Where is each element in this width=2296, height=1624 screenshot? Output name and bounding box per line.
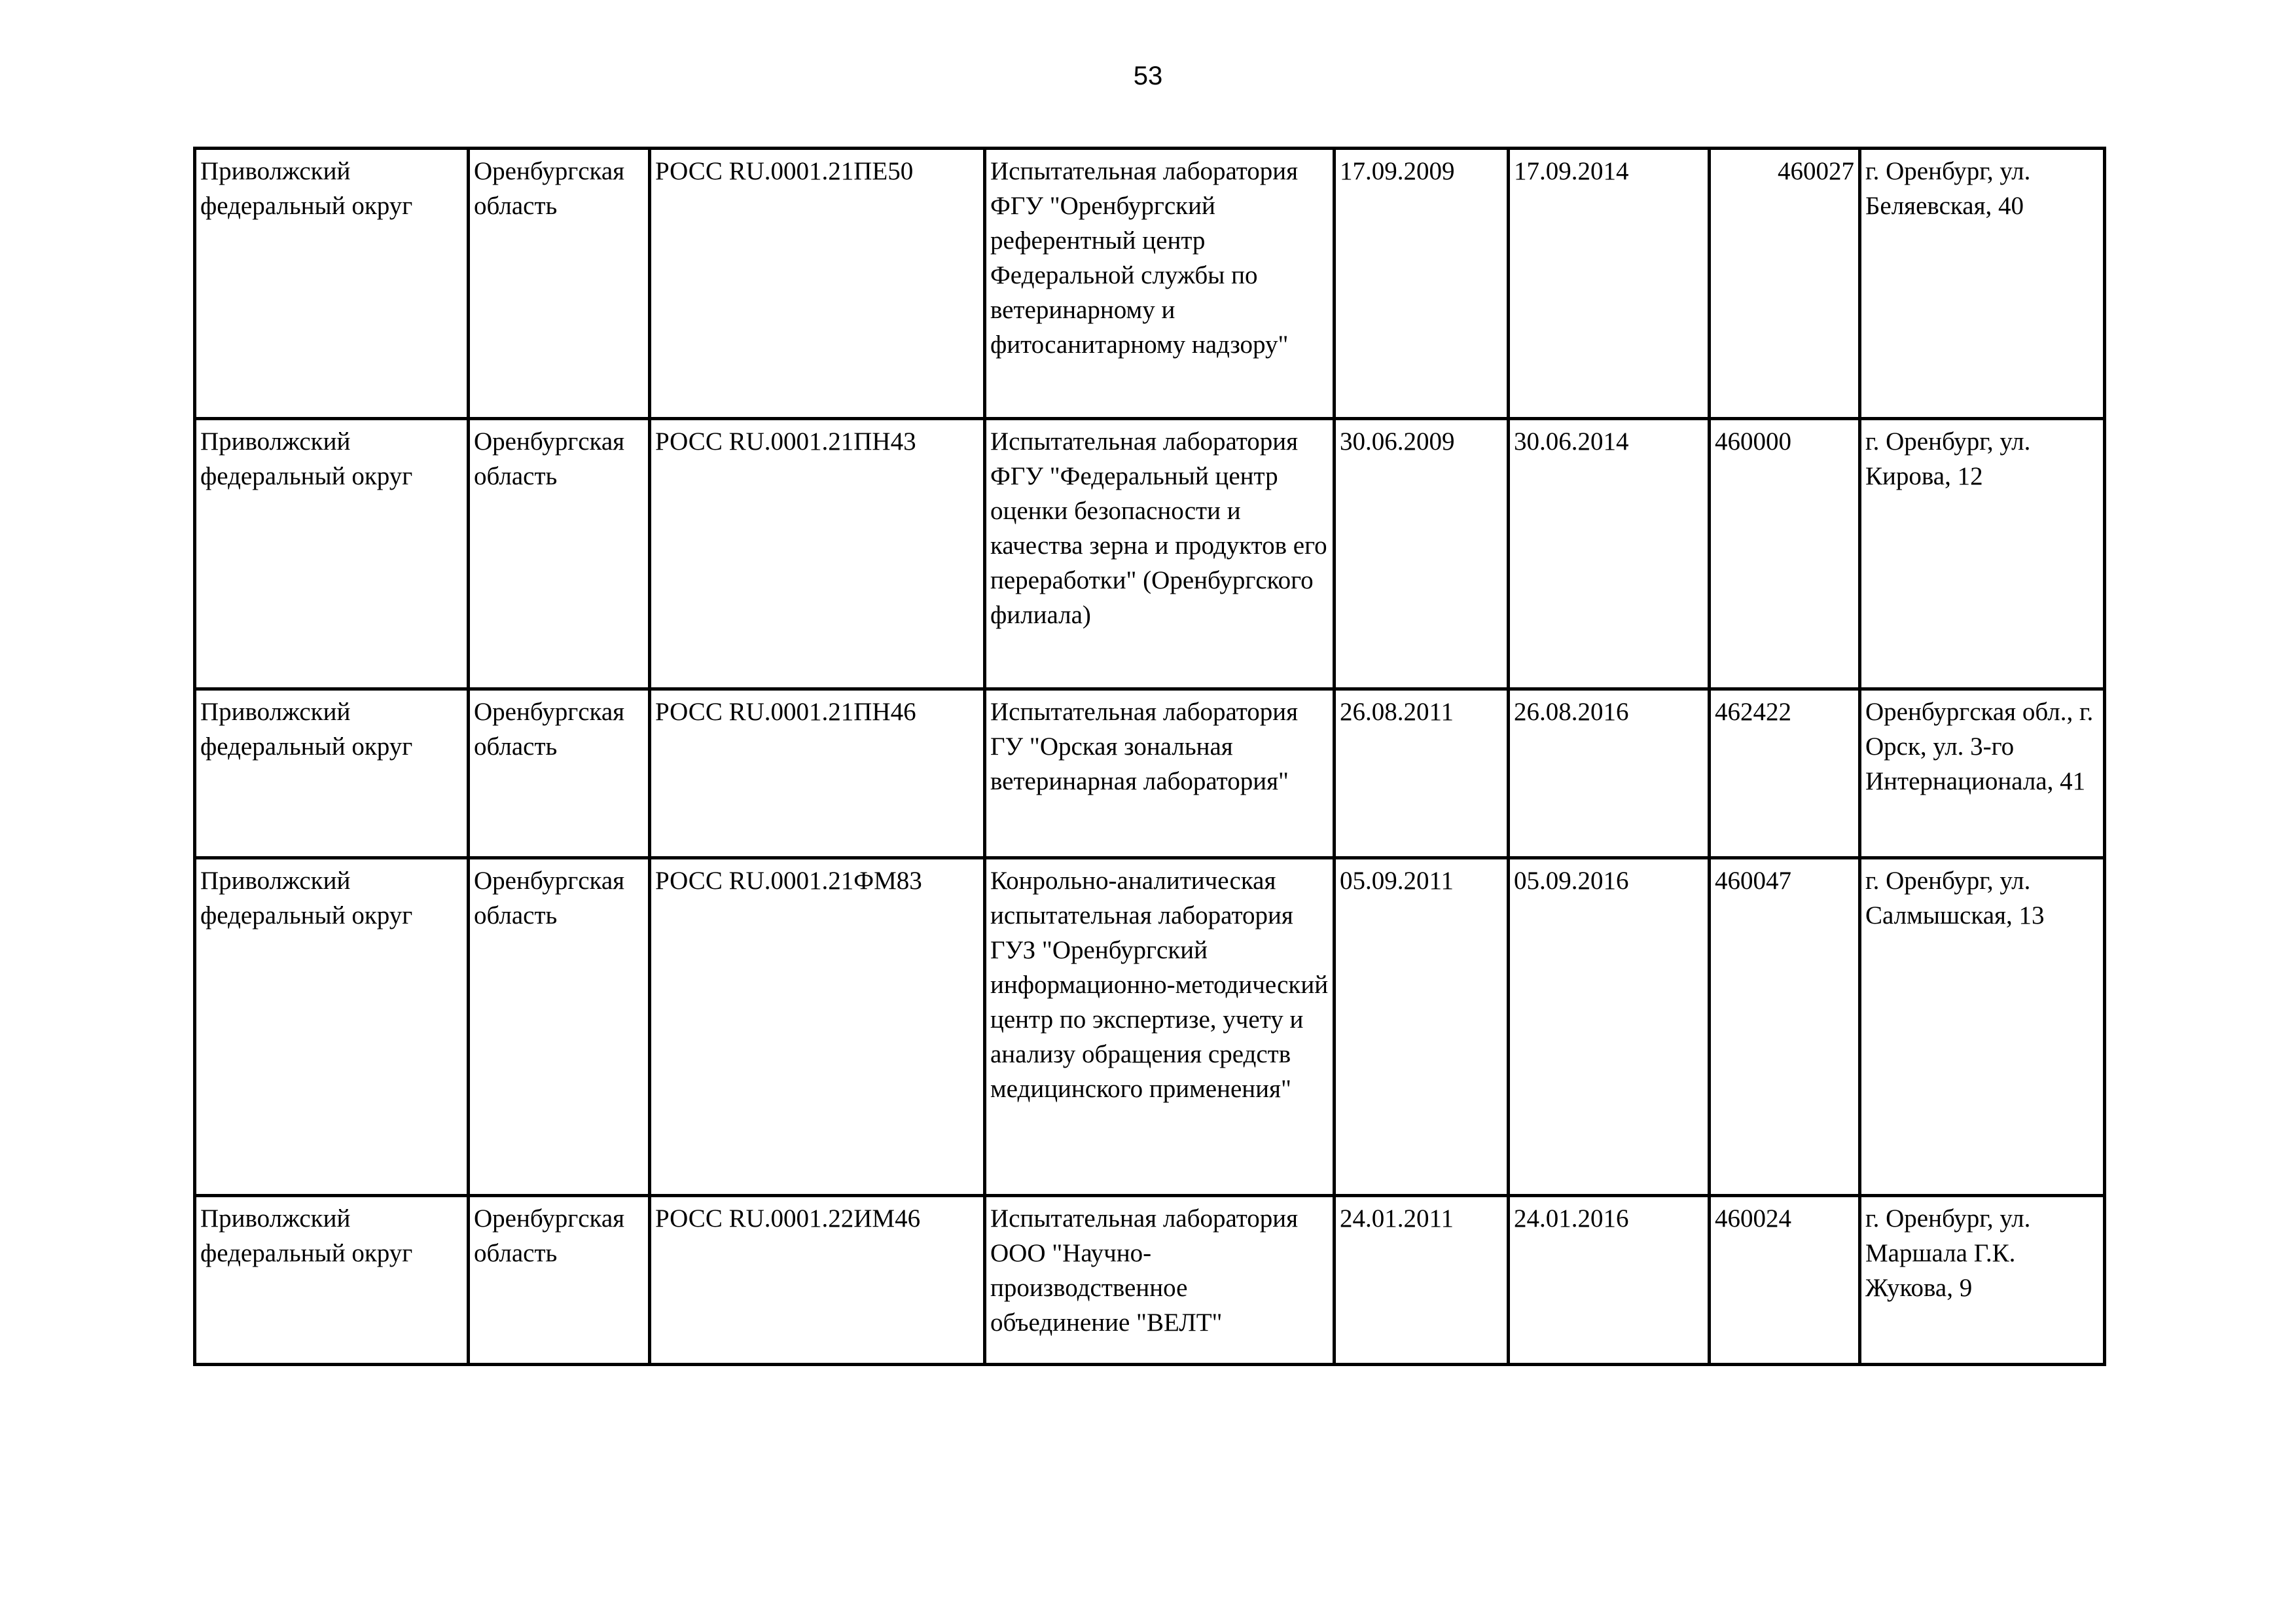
region-cell: Оренбургская область: [469, 689, 650, 858]
address-cell: г. Оренбург, ул. Салмышская, 13: [1860, 858, 2105, 1196]
district-cell: Приволжский федеральный округ: [195, 1196, 469, 1365]
table-row: [195, 419, 2105, 689]
page-number: 53: [1133, 62, 1163, 90]
table-row: [195, 1196, 2105, 1365]
table-row: [195, 149, 2105, 419]
postcode-cell: 460024: [1710, 1196, 1860, 1365]
region-cell: Оренбургская область: [469, 419, 650, 689]
date-to-cell: 30.06.2014: [1509, 419, 1710, 689]
address-cell: г. Оренбург, ул. Беляевская, 40: [1860, 149, 2105, 419]
district-cell: Приволжский федеральный округ: [195, 419, 469, 689]
district-cell: Приволжский федеральный округ: [195, 149, 469, 419]
date-to-cell: 05.09.2016: [1509, 858, 1710, 1196]
address-cell: г. Оренбург, ул. Кирова, 12: [1860, 419, 2105, 689]
region-cell: Оренбургская область: [469, 1196, 650, 1365]
address-cell: г. Оренбург, ул. Маршала Г.К. Жукова, 9: [1860, 1196, 2105, 1365]
date-from-cell: 26.08.2011: [1335, 689, 1509, 858]
district-cell: Приволжский федеральный округ: [195, 858, 469, 1196]
date-to-cell: 26.08.2016: [1509, 689, 1710, 858]
postcode-cell: 460000: [1710, 419, 1860, 689]
date-from-cell: 17.09.2009: [1335, 149, 1509, 419]
certificate-cell: РОСС RU.0001.21ПЕ50: [650, 149, 985, 419]
postcode-cell: 462422: [1710, 689, 1860, 858]
date-from-cell: 30.06.2009: [1335, 419, 1509, 689]
laboratory-cell: Испытательная лаборатория ФГУ "Федеральный центр оценки безопасности и качества зерна и продуктов его переработки" (Оренбургского филиала): [985, 419, 1335, 689]
region-cell: Оренбургская область: [469, 149, 650, 419]
laboratory-cell: Конрольно-аналитическая испытательная лаборатория ГУЗ "Оренбургский информационно-методический центр по экспертизе, учету и анализу обращения средств медицинского применения": [985, 858, 1335, 1196]
certificate-cell: РОСС RU.0001.21ПН46: [650, 689, 985, 858]
region-cell: Оренбургская область: [469, 858, 650, 1196]
certificate-cell: РОСС RU.0001.21ПН43: [650, 419, 985, 689]
lab-registry-table: [193, 147, 2106, 1366]
date-from-cell: 05.09.2011: [1335, 858, 1509, 1196]
address-cell: Оренбургская обл., г. Орск, ул. 3-го Интернационала, 41: [1860, 689, 2105, 858]
laboratory-cell: Испытательная лаборатория ООО "Научно-производственное объединение "ВЕЛТ": [985, 1196, 1335, 1365]
certificate-cell: РОСС RU.0001.21ФМ83: [650, 858, 985, 1196]
postcode-cell: 460027: [1710, 149, 1860, 419]
table-row: [195, 858, 2105, 1196]
certificate-cell: РОСС RU.0001.22ИМ46: [650, 1196, 985, 1365]
date-to-cell: 17.09.2014: [1509, 149, 1710, 419]
laboratory-cell: Испытательная лаборатория ФГУ "Оренбургский референтный центр Федеральной службы по ветеринарному и фитосанитарному надзору": [985, 149, 1335, 419]
district-cell: Приволжский федеральный округ: [195, 689, 469, 858]
date-to-cell: 24.01.2016: [1509, 1196, 1710, 1365]
postcode-cell: 460047: [1710, 858, 1860, 1196]
table-row: [195, 689, 2105, 858]
date-from-cell: 24.01.2011: [1335, 1196, 1509, 1365]
laboratory-cell: Испытательная лаборатория ГУ "Орская зональная ветеринарная лаборатория": [985, 689, 1335, 858]
